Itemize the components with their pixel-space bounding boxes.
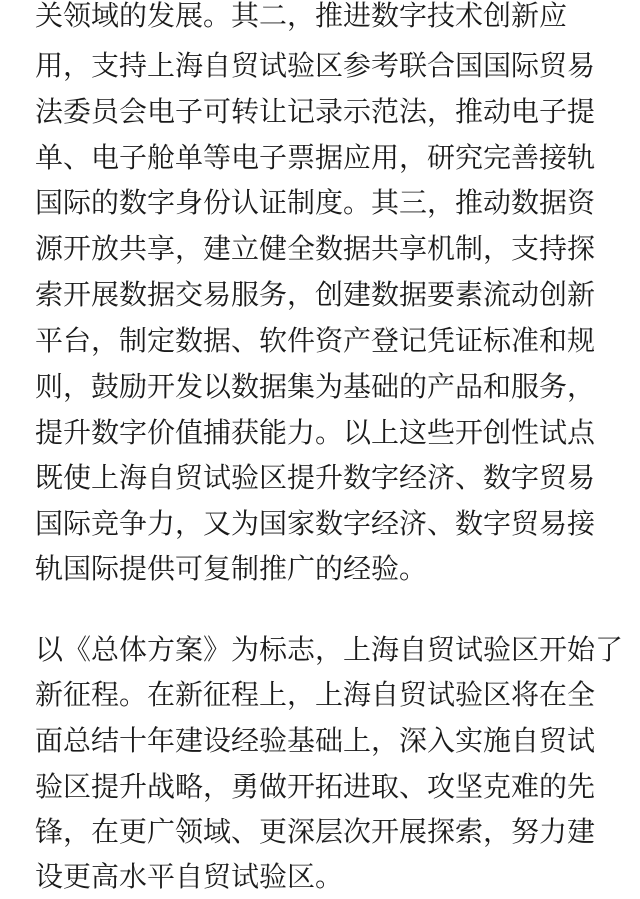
text-line: 提升数字价值捕获能力。以上这些开创性试点 (35, 416, 596, 449)
text-line: 国际的数字身份认证制度。其三，推动数据资 (35, 186, 596, 219)
text-line: 国际竞争力，又为国家数字经济、数字贸易接 (35, 507, 596, 540)
text-line: 平台，制定数据、软件资产登记凭证标准和规 (35, 324, 596, 357)
text-line: 单、电子舱单等电子票据应用，研究完善接轨 (35, 141, 596, 174)
text-line: 锋，在更广领域、更深层次开展探索，努力建 (35, 815, 596, 848)
text-line: 面总结十年建设经验基础上，深入实施自贸试 (35, 724, 596, 757)
text-line: 以《总体方案》为标志，上海自贸试验区开始了 (35, 633, 624, 666)
text-line: 源开放共享，建立健全数据共享机制，支持探 (35, 232, 596, 265)
text-line: 索开展数据交易服务，创建数据要素流动创新 (35, 278, 596, 311)
text-line: 既使上海自贸试验区提升数字经济、数字贸易 (35, 461, 596, 494)
text-line: 新征程。在新征程上，上海自贸试验区将在全 (35, 678, 596, 711)
text-line: 设更高水平自贸试验区。 (35, 860, 344, 893)
text-line: 用，支持上海自贸试验区参考联合国国际贸易 (35, 49, 596, 82)
text-line: 关领域的发展。其二，推进数字技术创新应 (35, 0, 568, 32)
text-line: 则，鼓励开发以数据集为基础的产品和服务， (35, 370, 596, 403)
text-line: 验区提升战略，勇做开拓进取、攻坚克难的先 (35, 770, 596, 803)
text-line: 轨国际提供可复制推广的经验。 (35, 552, 428, 585)
text-line: 法委员会电子可转让记录示范法，推动电子提 (35, 95, 596, 128)
